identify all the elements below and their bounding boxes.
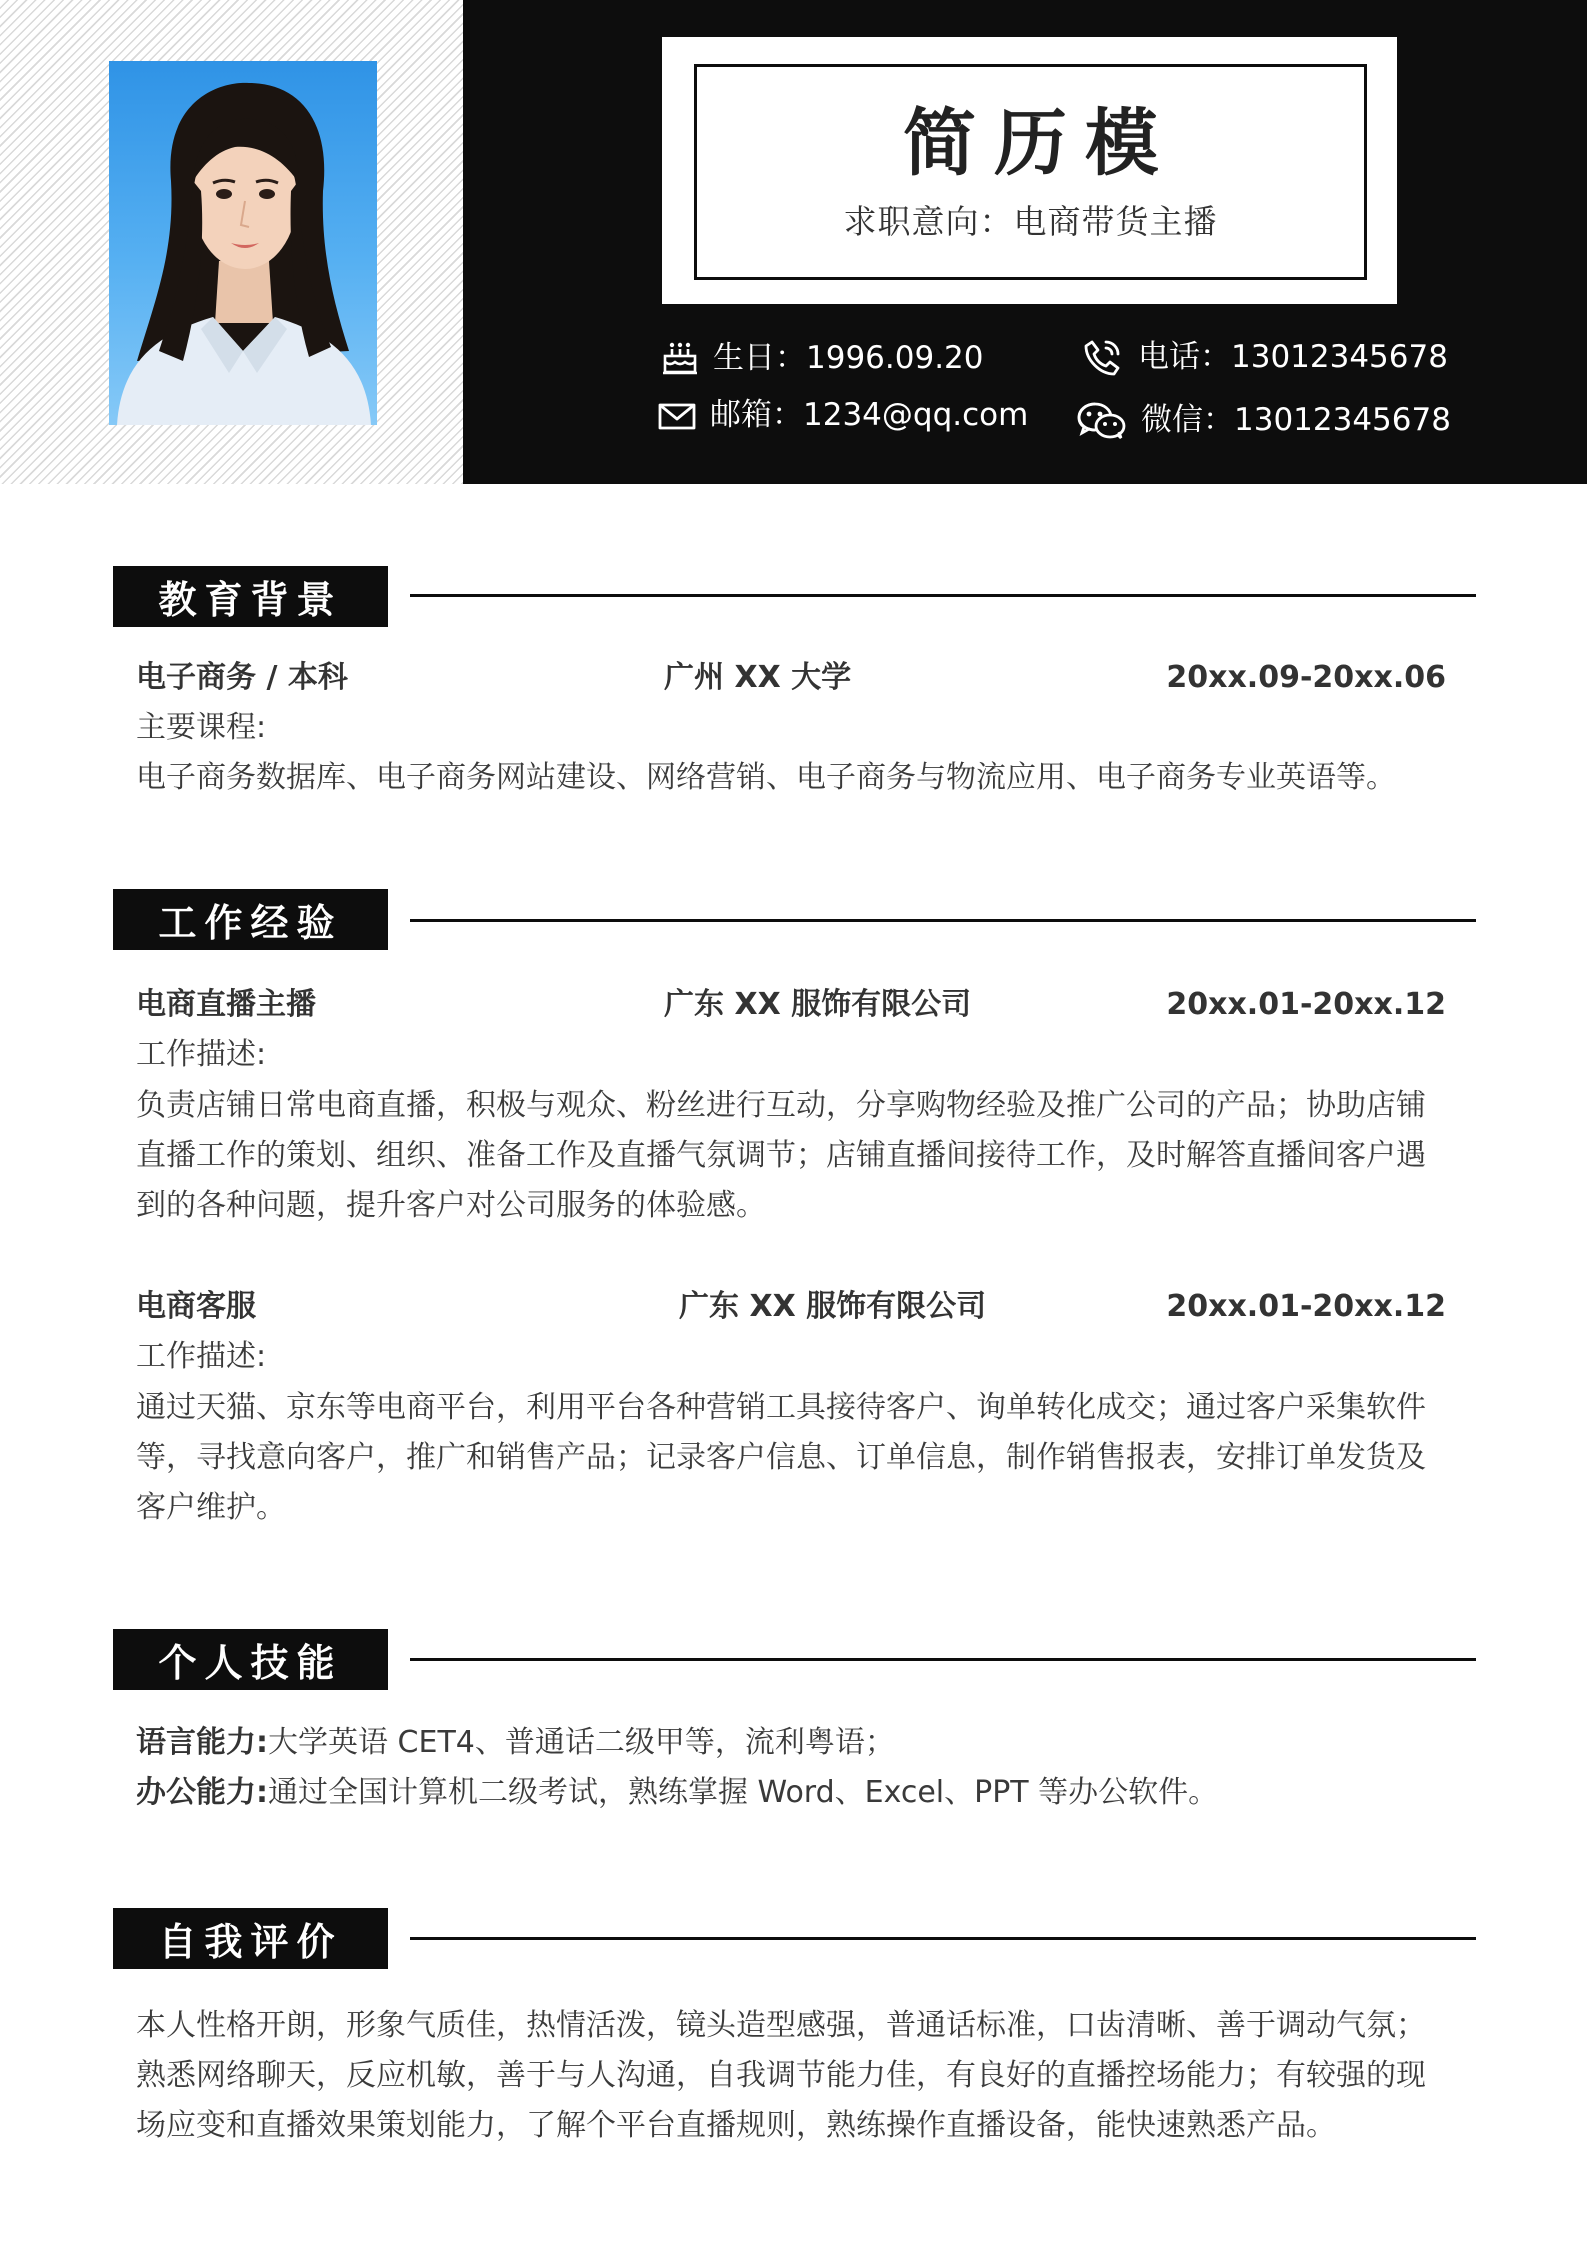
section-work-heading: 工作经验: [113, 889, 388, 950]
skill-office: [136, 1773, 1218, 1813]
section-divider: [410, 594, 1476, 597]
cake-icon: [661, 340, 699, 376]
birthday-contact: [661, 340, 984, 376]
resume-title: 简历模: [903, 101, 1176, 186]
job-company: 广东 XX 服饰有限公司: [664, 987, 972, 1022]
job-row: [136, 985, 1446, 1025]
birthday-text: 生日：1996.09.20: [713, 339, 984, 376]
email-contact: [658, 397, 1029, 433]
job-title: 电商客服: [136, 1289, 256, 1324]
job-desc: 通过天猫、京东等电商平台，利用平台各种营销工具接待客户、询单转化成交；通过客户采集软件等，寻找意向客户，推广和销售产品；记录客户信息、订单信息，制作销售报表，安排订单发货及客户维护。: [136, 1390, 1426, 1525]
section-skills-heading: 个人技能: [113, 1629, 388, 1690]
job-desc: 负责店铺日常电商直播，积极与观众、粉丝进行互动，分享购物经验及推广公司的产品；协助店铺直播工作的策划、组织、准备工作及直播气氛调节；店铺直播间接待工作，及时解答直播间客户遇到的各种问题，提升客户对公司服务的体验感。: [136, 1088, 1426, 1223]
skill-language-text: 大学英语 CET4、普通话二级甲等，流利粤语；: [268, 1725, 895, 1760]
wechat-text: 微信：13012345678: [1141, 401, 1451, 438]
skill-office-label: 办公能力:: [136, 1775, 268, 1810]
phone-icon: [1082, 336, 1124, 378]
phone-contact: [1082, 336, 1448, 378]
job-desc-label: 工作描述:: [136, 1339, 267, 1374]
email-text: 邮箱：1234@qq.com: [710, 397, 1029, 433]
courses-text: 电子商务数据库、电子商务网站建设、网络营销、电子商务与物流应用、电子商务专业英语等。: [136, 760, 1396, 795]
job-objective: 求职意向：电商带货主播: [843, 202, 1218, 241]
section-education-heading: 教育背景: [113, 566, 388, 627]
job-company: 广东 XX 服饰有限公司: [679, 1289, 987, 1324]
job-desc-label: 工作描述:: [136, 1037, 267, 1072]
section-divider: [410, 919, 1476, 922]
education-row: [136, 658, 1446, 698]
wechat-contact: [1077, 400, 1451, 440]
skill-office-text: 通过全国计算机二级考试，熟练掌握 Word、Excel、PPT 等办公软件。: [268, 1775, 1219, 1810]
education-school: 广州 XX 大学: [664, 660, 852, 695]
education-period: 20xx.09-20xx.06: [1166, 660, 1446, 695]
skill-language-label: 语言能力:: [136, 1725, 268, 1760]
education-major: 电子商务 / 本科: [136, 660, 348, 695]
courses-label: 主要课程:: [136, 710, 267, 745]
self-eval-text: 本人性格开朗，形象气质佳，热情活泼，镜头造型感强，普通话标准，口齿清晰、善于调动气氛；熟悉网络聊天，反应机敏，善于与人沟通，自我调节能力佳，有良好的直播控场能力；有较强的现场应变和直播效果策划能力，了解个平台直播规则，熟练操作直播设备，能快速熟悉产品。: [136, 2008, 1426, 2143]
section-divider: [410, 1658, 1476, 1661]
job-title: 电商直播主播: [136, 987, 316, 1022]
phone-text: 电话：13012345678: [1138, 338, 1448, 375]
job-row: [136, 1287, 1446, 1327]
job-period: 20xx.01-20xx.12: [1166, 987, 1446, 1022]
skill-language: [136, 1723, 895, 1763]
job-period: 20xx.01-20xx.12: [1166, 1289, 1446, 1324]
title-frame: [694, 64, 1367, 280]
wechat-icon: [1077, 400, 1127, 440]
section-divider: [410, 1937, 1476, 1940]
section-self-eval-heading: 自我评价: [113, 1908, 388, 1969]
mail-icon: [658, 401, 696, 431]
profile-photo: [109, 61, 377, 425]
